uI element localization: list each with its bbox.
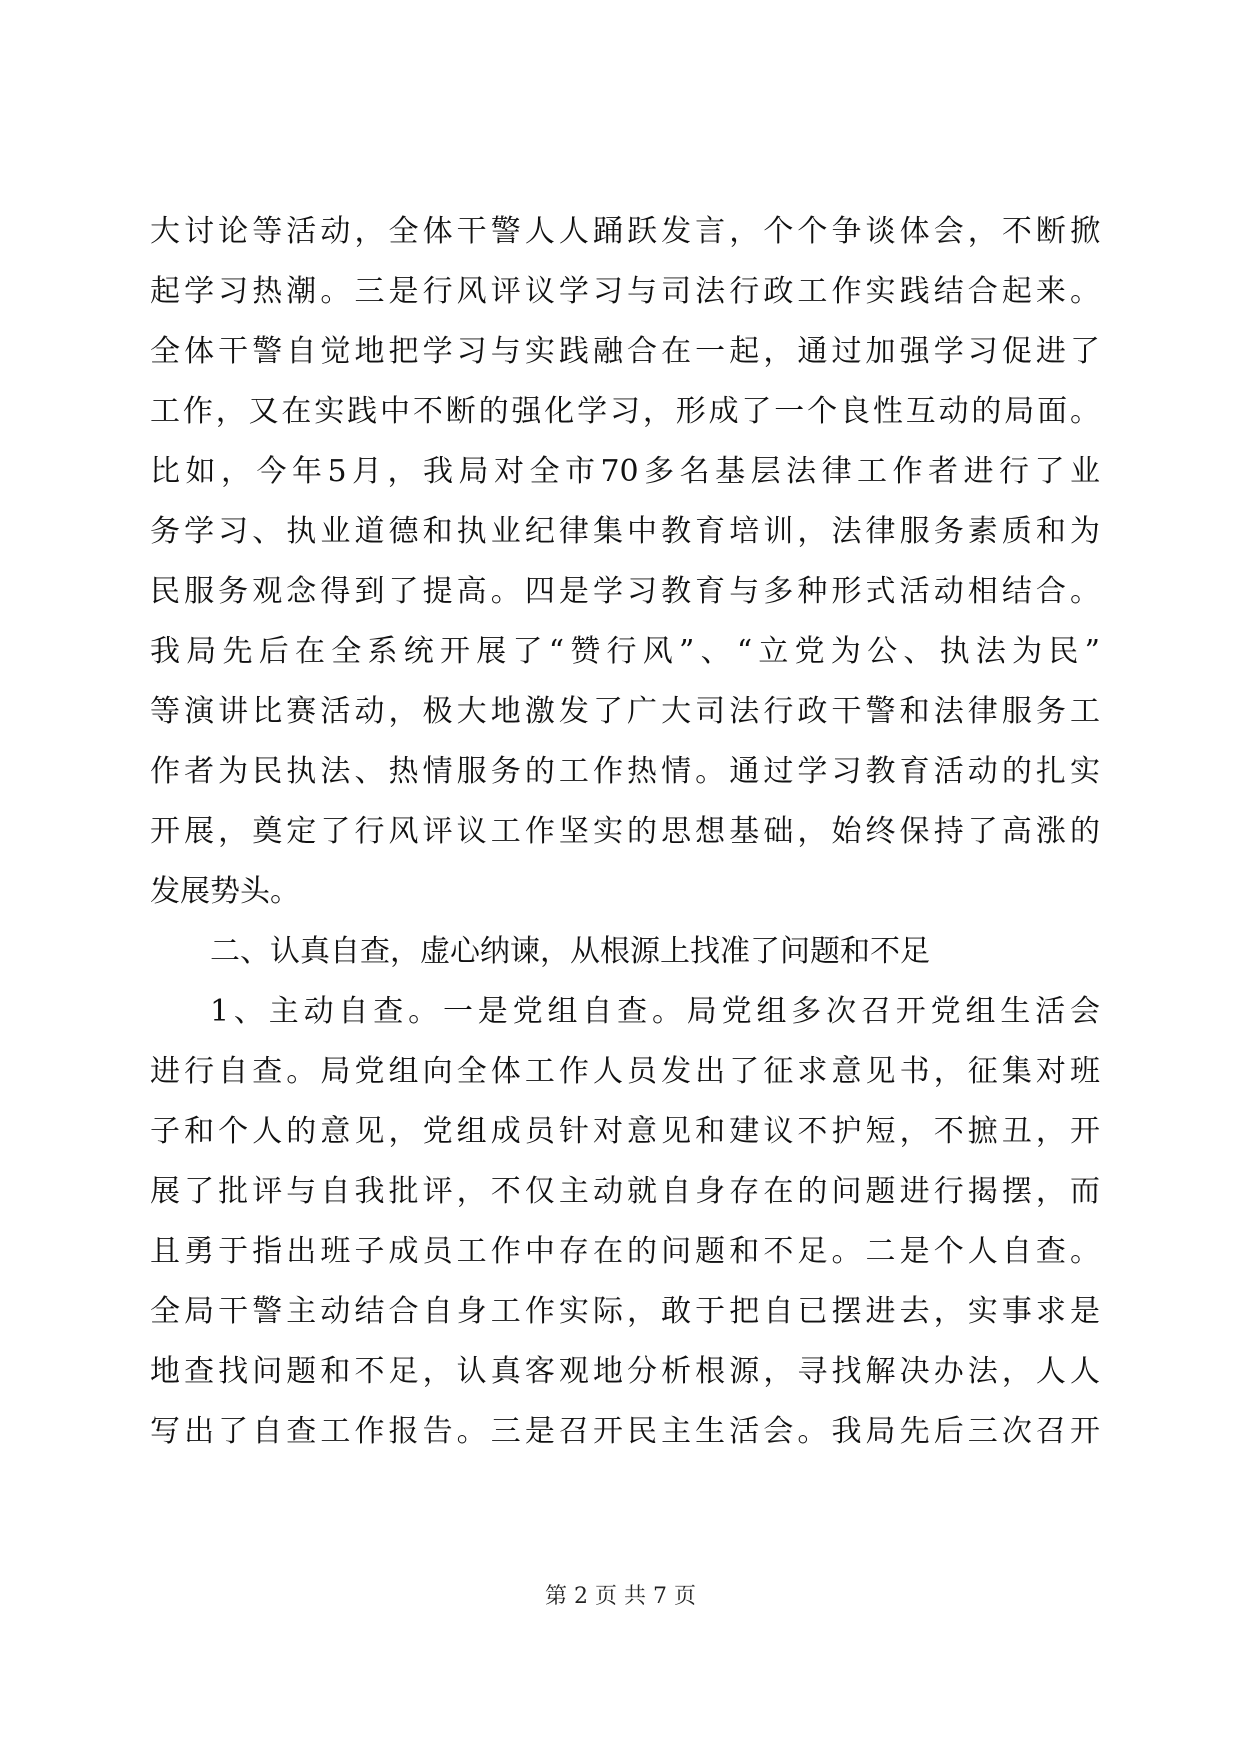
body-line: 全体干警自觉地把学习与实践融合在一起，通过加强学习促进了 [150,334,1100,369]
body-line: 大讨论等活动，全体干警人人踊跃发言，个个争谈体会，不断掀 [150,214,1100,249]
body-line: 比如，今年5月，我局对全市70多名基层法律工作者进行了业 [150,454,1100,489]
body-line: 写出了自查工作报告。三是召开民主生活会。我局先后三次召开 [150,1414,1100,1449]
body-line: 作者为民执法、热情服务的工作热情。通过学习教育活动的扎实 [150,754,1100,789]
body-line: 子和个人的意见，党组成员针对意见和建议不护短，不摭丑，开 [150,1114,1100,1149]
body-line: 进行自查。局党组向全体工作人员发出了征求意见书，征集对班 [150,1054,1100,1089]
body-line: 我局先后在全系统开展了“赞行风”、“立党为公、执法为民” [150,634,1100,669]
body-line: 开展，奠定了行风评议工作坚实的思想基础，始终保持了高涨的 [150,814,1100,849]
body-line: 1、主动自查。一是党组自查。局党组多次召开党组生活会 [210,994,1100,1029]
body-line: 且勇于指出班子成员工作中存在的问题和不足。二是个人自查。 [150,1234,1100,1269]
page-number-footer: 第 2 页 共 7 页 [545,1584,696,1609]
body-line: 展了批评与自我批评，不仅主动就自身存在的问题进行揭摆，而 [150,1174,1100,1209]
section-heading: 二、认真自查，虚心纳谏，从根源上找准了问题和不足 [210,934,930,969]
body-line: 全局干警主动结合自身工作实际，敢于把自已摆进去，实事求是 [150,1294,1100,1329]
body-line: 等演讲比赛活动，极大地激发了广大司法行政干警和法律服务工 [150,694,1100,729]
body-line: 务学习、执业道德和执业纪律集中教育培训，法律服务素质和为 [150,514,1100,549]
body-line: 起学习热潮。三是行风评议学习与司法行政工作实践结合起来。 [150,274,1100,309]
body-line: 工作，又在实践中不断的强化学习，形成了一个良性互动的局面。 [150,394,1100,429]
body-line: 发展势头。 [150,874,300,909]
body-line: 地查找问题和不足，认真客观地分析根源，寻找解决办法，人人 [150,1354,1100,1389]
body-line: 民服务观念得到了提高。四是学习教育与多种形式活动相结合。 [150,574,1100,609]
